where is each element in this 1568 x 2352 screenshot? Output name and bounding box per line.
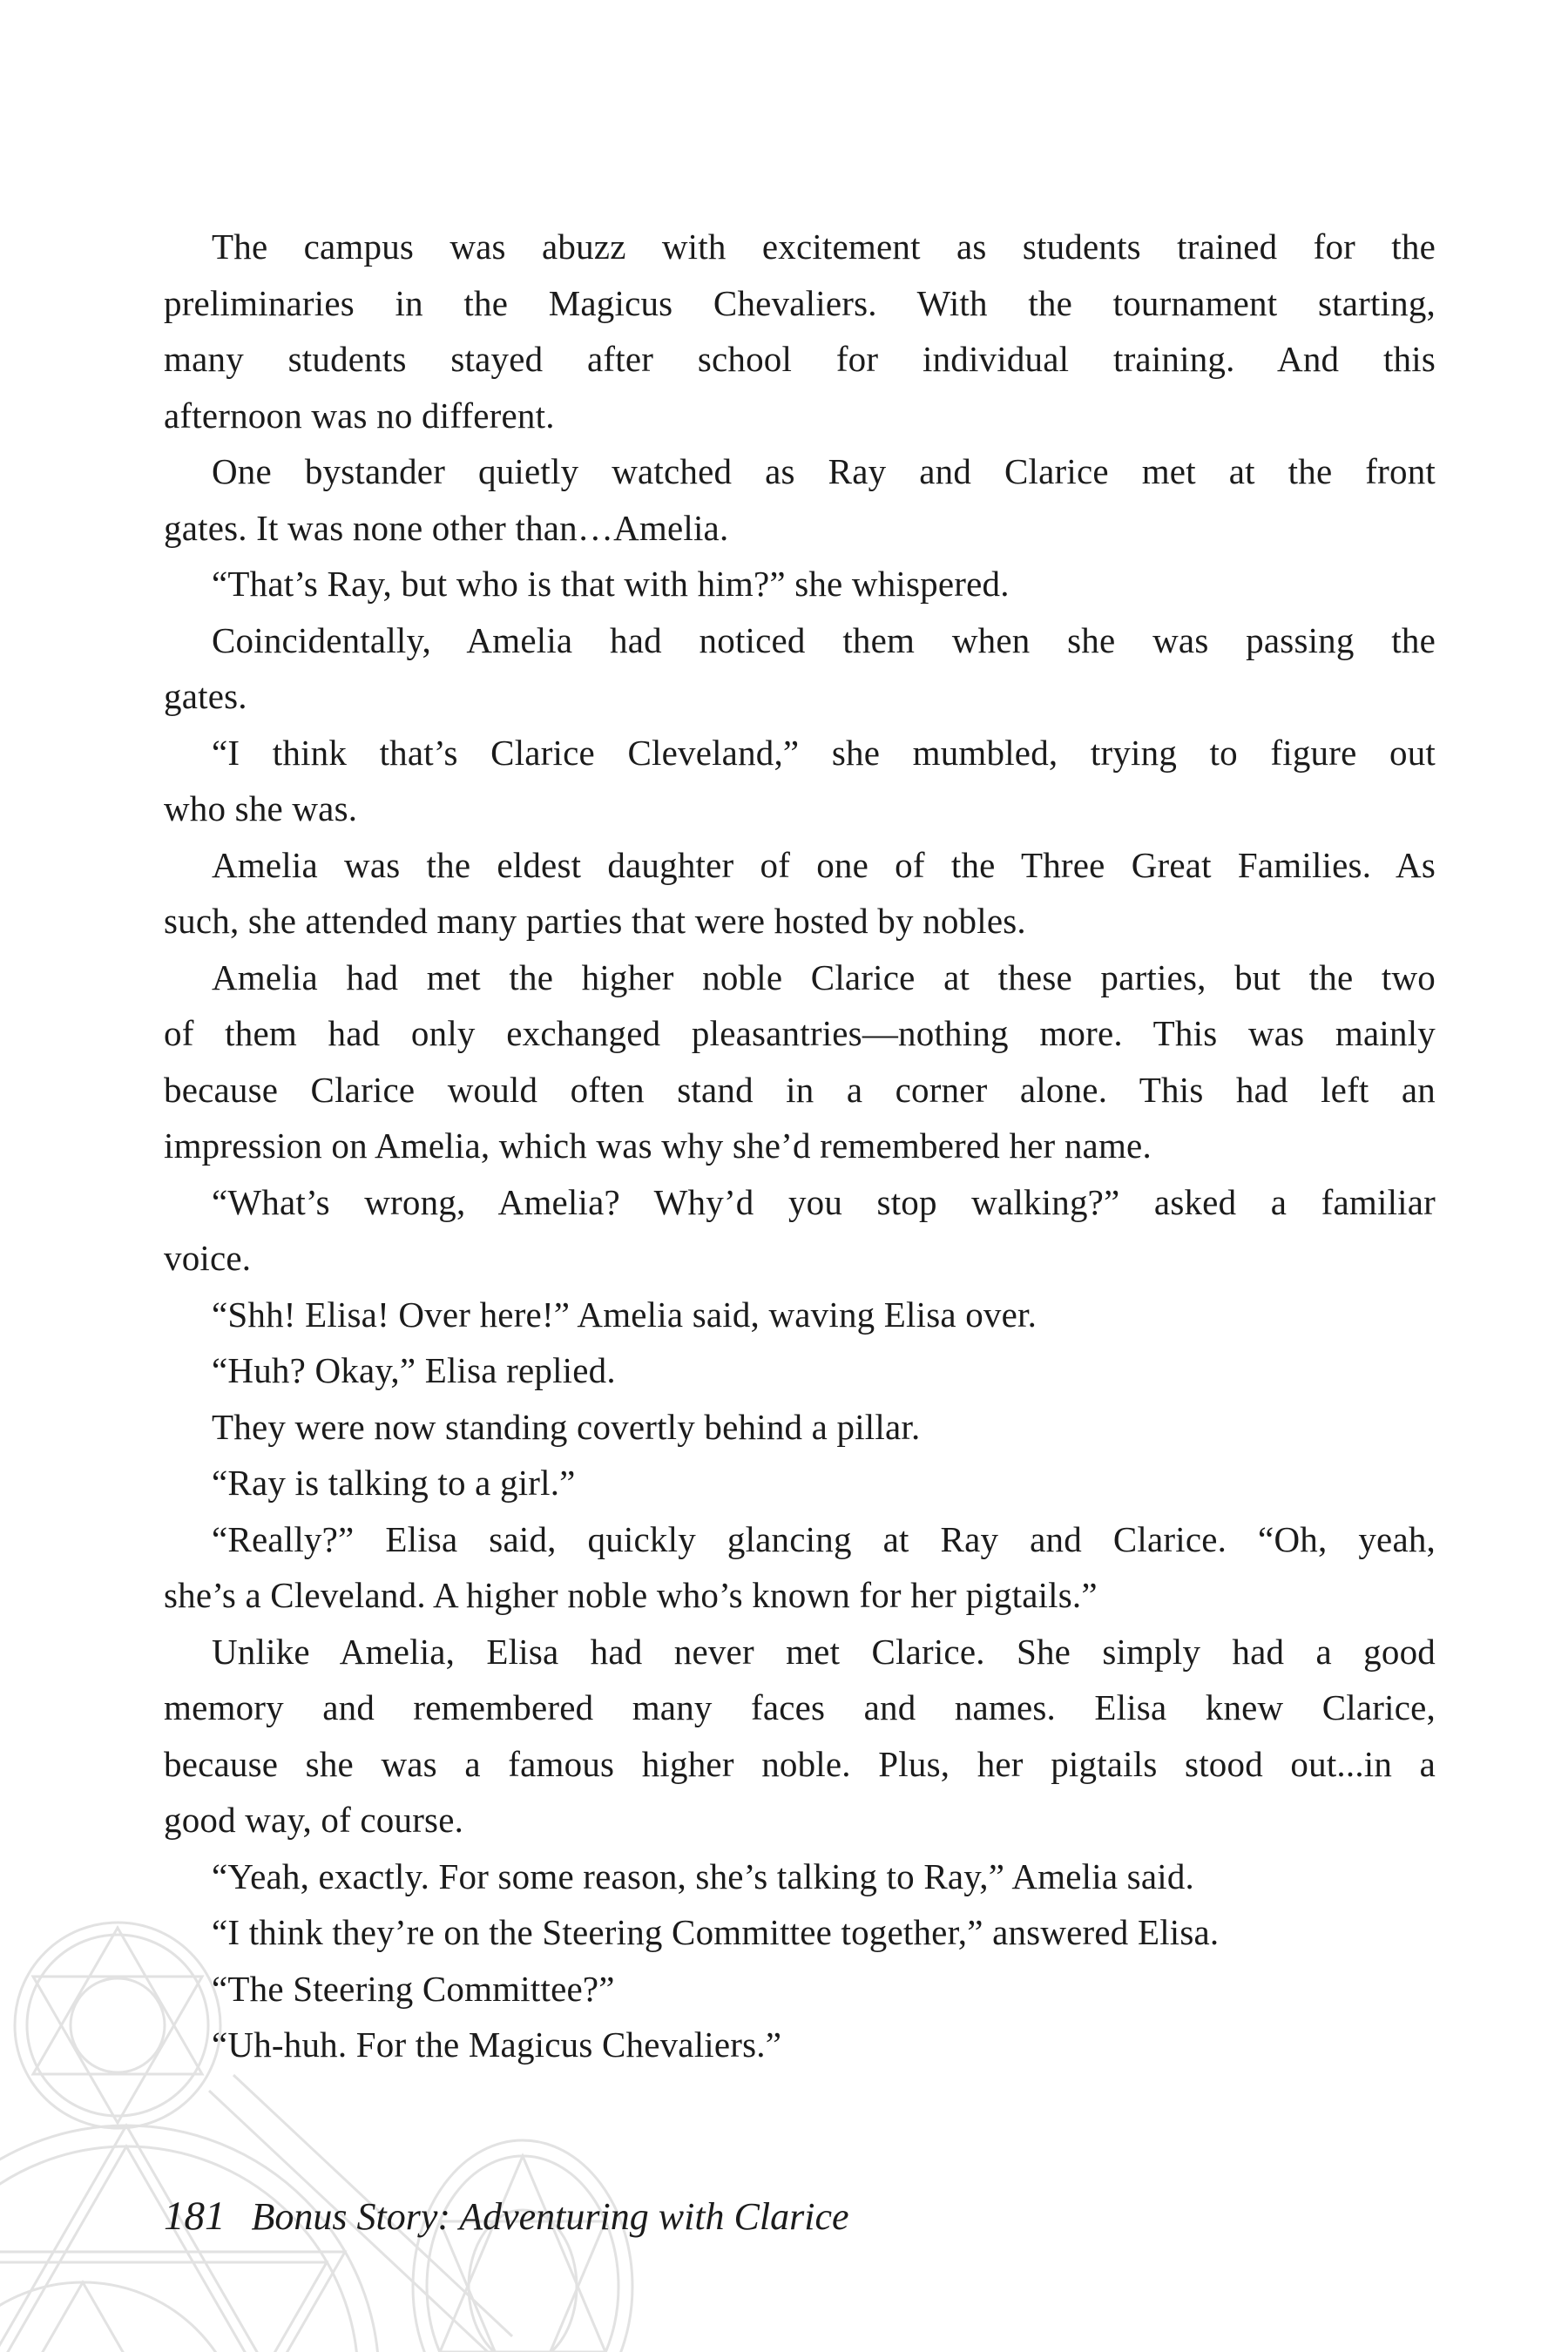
text-line: “Really?” Elisa said, quickly glancing at Ray and Clarice. “Oh, yeah, (212, 1518, 1436, 1559)
text-line: good way, of course. (164, 1800, 464, 1840)
footer-story-title: Bonus Story: Adventuring with Clarice (251, 2195, 849, 2238)
paragraph (164, 556, 1436, 612)
text-line: afternoon was no different. (164, 395, 555, 436)
text-line: preliminaries in the Magicus Chevaliers. With the tournament starting, (164, 282, 1436, 323)
paragraph (164, 725, 1436, 837)
paragraph (164, 1904, 1436, 1961)
paragraph (164, 1342, 1436, 1399)
text-line: she’s a Cleveland. A higher noble who’s known for her pigtails.” (164, 1575, 1098, 1615)
text-line: gates. (164, 676, 247, 716)
text-line: “That’s Ray, but who is that with him?” she whispered. (212, 564, 1010, 604)
text-line: Unlike Amelia, Elisa had never met Clarice. She simply had a good (212, 1631, 1436, 1672)
text-line: “Shh! Elisa! Over here!” Amelia said, waving Elisa over. (212, 1294, 1037, 1335)
paragraph (164, 612, 1436, 725)
paragraph (164, 1624, 1436, 1848)
text-line: “Yeah, exactly. For some reason, she’s talking to Ray,” Amelia said. (212, 1855, 1194, 1896)
text-line: They were now standing covertly behind a pillar. (212, 1406, 921, 1447)
paragraph (164, 1961, 1436, 2017)
text-line: “What’s wrong, Amelia? Why’d you stop walking?” asked a familiar (212, 1181, 1436, 1222)
paragraph (164, 837, 1436, 950)
text-line: such, she attended many parties that were hosted by nobles. (164, 901, 1026, 941)
text-line: “The Steering Committee?” (212, 1968, 615, 2009)
text-line: “Ray is talking to a girl.” (212, 1463, 576, 1503)
paragraph (164, 950, 1436, 1174)
text-line: because she was a famous higher noble. Plus, her pigtails stood out...in a (164, 1743, 1436, 1784)
text-block (164, 219, 1436, 2073)
paragraph (164, 2017, 1436, 2073)
footer (164, 2190, 849, 2243)
text-line: who she was. (164, 788, 358, 828)
watermark-corner-circle (0, 2282, 244, 2352)
text-line: many students stayed after school for individual training. And this (164, 339, 1436, 379)
paragraph (164, 219, 1436, 443)
text-line: voice. (164, 1238, 252, 1278)
text-line: Amelia had met the higher noble Clarice at these parties, but the two (212, 956, 1436, 997)
text-line: One bystander quietly watched as Ray and Clarice met at the front (212, 451, 1436, 491)
text-line: Amelia was the eldest daughter of one of the Three Great Families. As (212, 844, 1436, 885)
text-line: “Uh-huh. For the Magicus Chevaliers.” (212, 2024, 782, 2065)
page-number: 181 (164, 2193, 226, 2239)
text-line: because Clarice would often stand in a corner alone. This had left an (164, 1069, 1436, 1110)
text-line: “I think they’re on the Steering Committee together,” answered Elisa. (212, 1912, 1220, 1952)
text-line: impression on Amelia, which was why she’d remembered her name. (164, 1125, 1152, 1166)
text-line: gates. It was none other than…Amelia. (164, 507, 729, 548)
paragraph (164, 1287, 1436, 1343)
text-line: “I think that’s Clarice Cleveland,” she mumbled, trying to figure out (212, 732, 1436, 773)
paragraph (164, 1511, 1436, 1624)
text-line: of them had only exchanged pleasantries—nothing more. This was mainly (164, 1013, 1436, 1053)
text-line: Coincidentally, Amelia had noticed them when she was passing the (212, 619, 1436, 660)
watermark-ellipse-circle (413, 2140, 632, 2352)
paragraph (164, 1455, 1436, 1511)
paragraph (164, 443, 1436, 556)
paragraph (164, 1848, 1436, 1905)
paragraph (164, 1174, 1436, 1287)
text-line: The campus was abuzz with excitement as students trained for the (212, 226, 1436, 267)
text-line: memory and remembered many faces and names. Elisa knew Clarice, (164, 1687, 1436, 1727)
text-line: “Huh? Okay,” Elisa replied. (212, 1350, 616, 1390)
paragraph (164, 1399, 1436, 1456)
